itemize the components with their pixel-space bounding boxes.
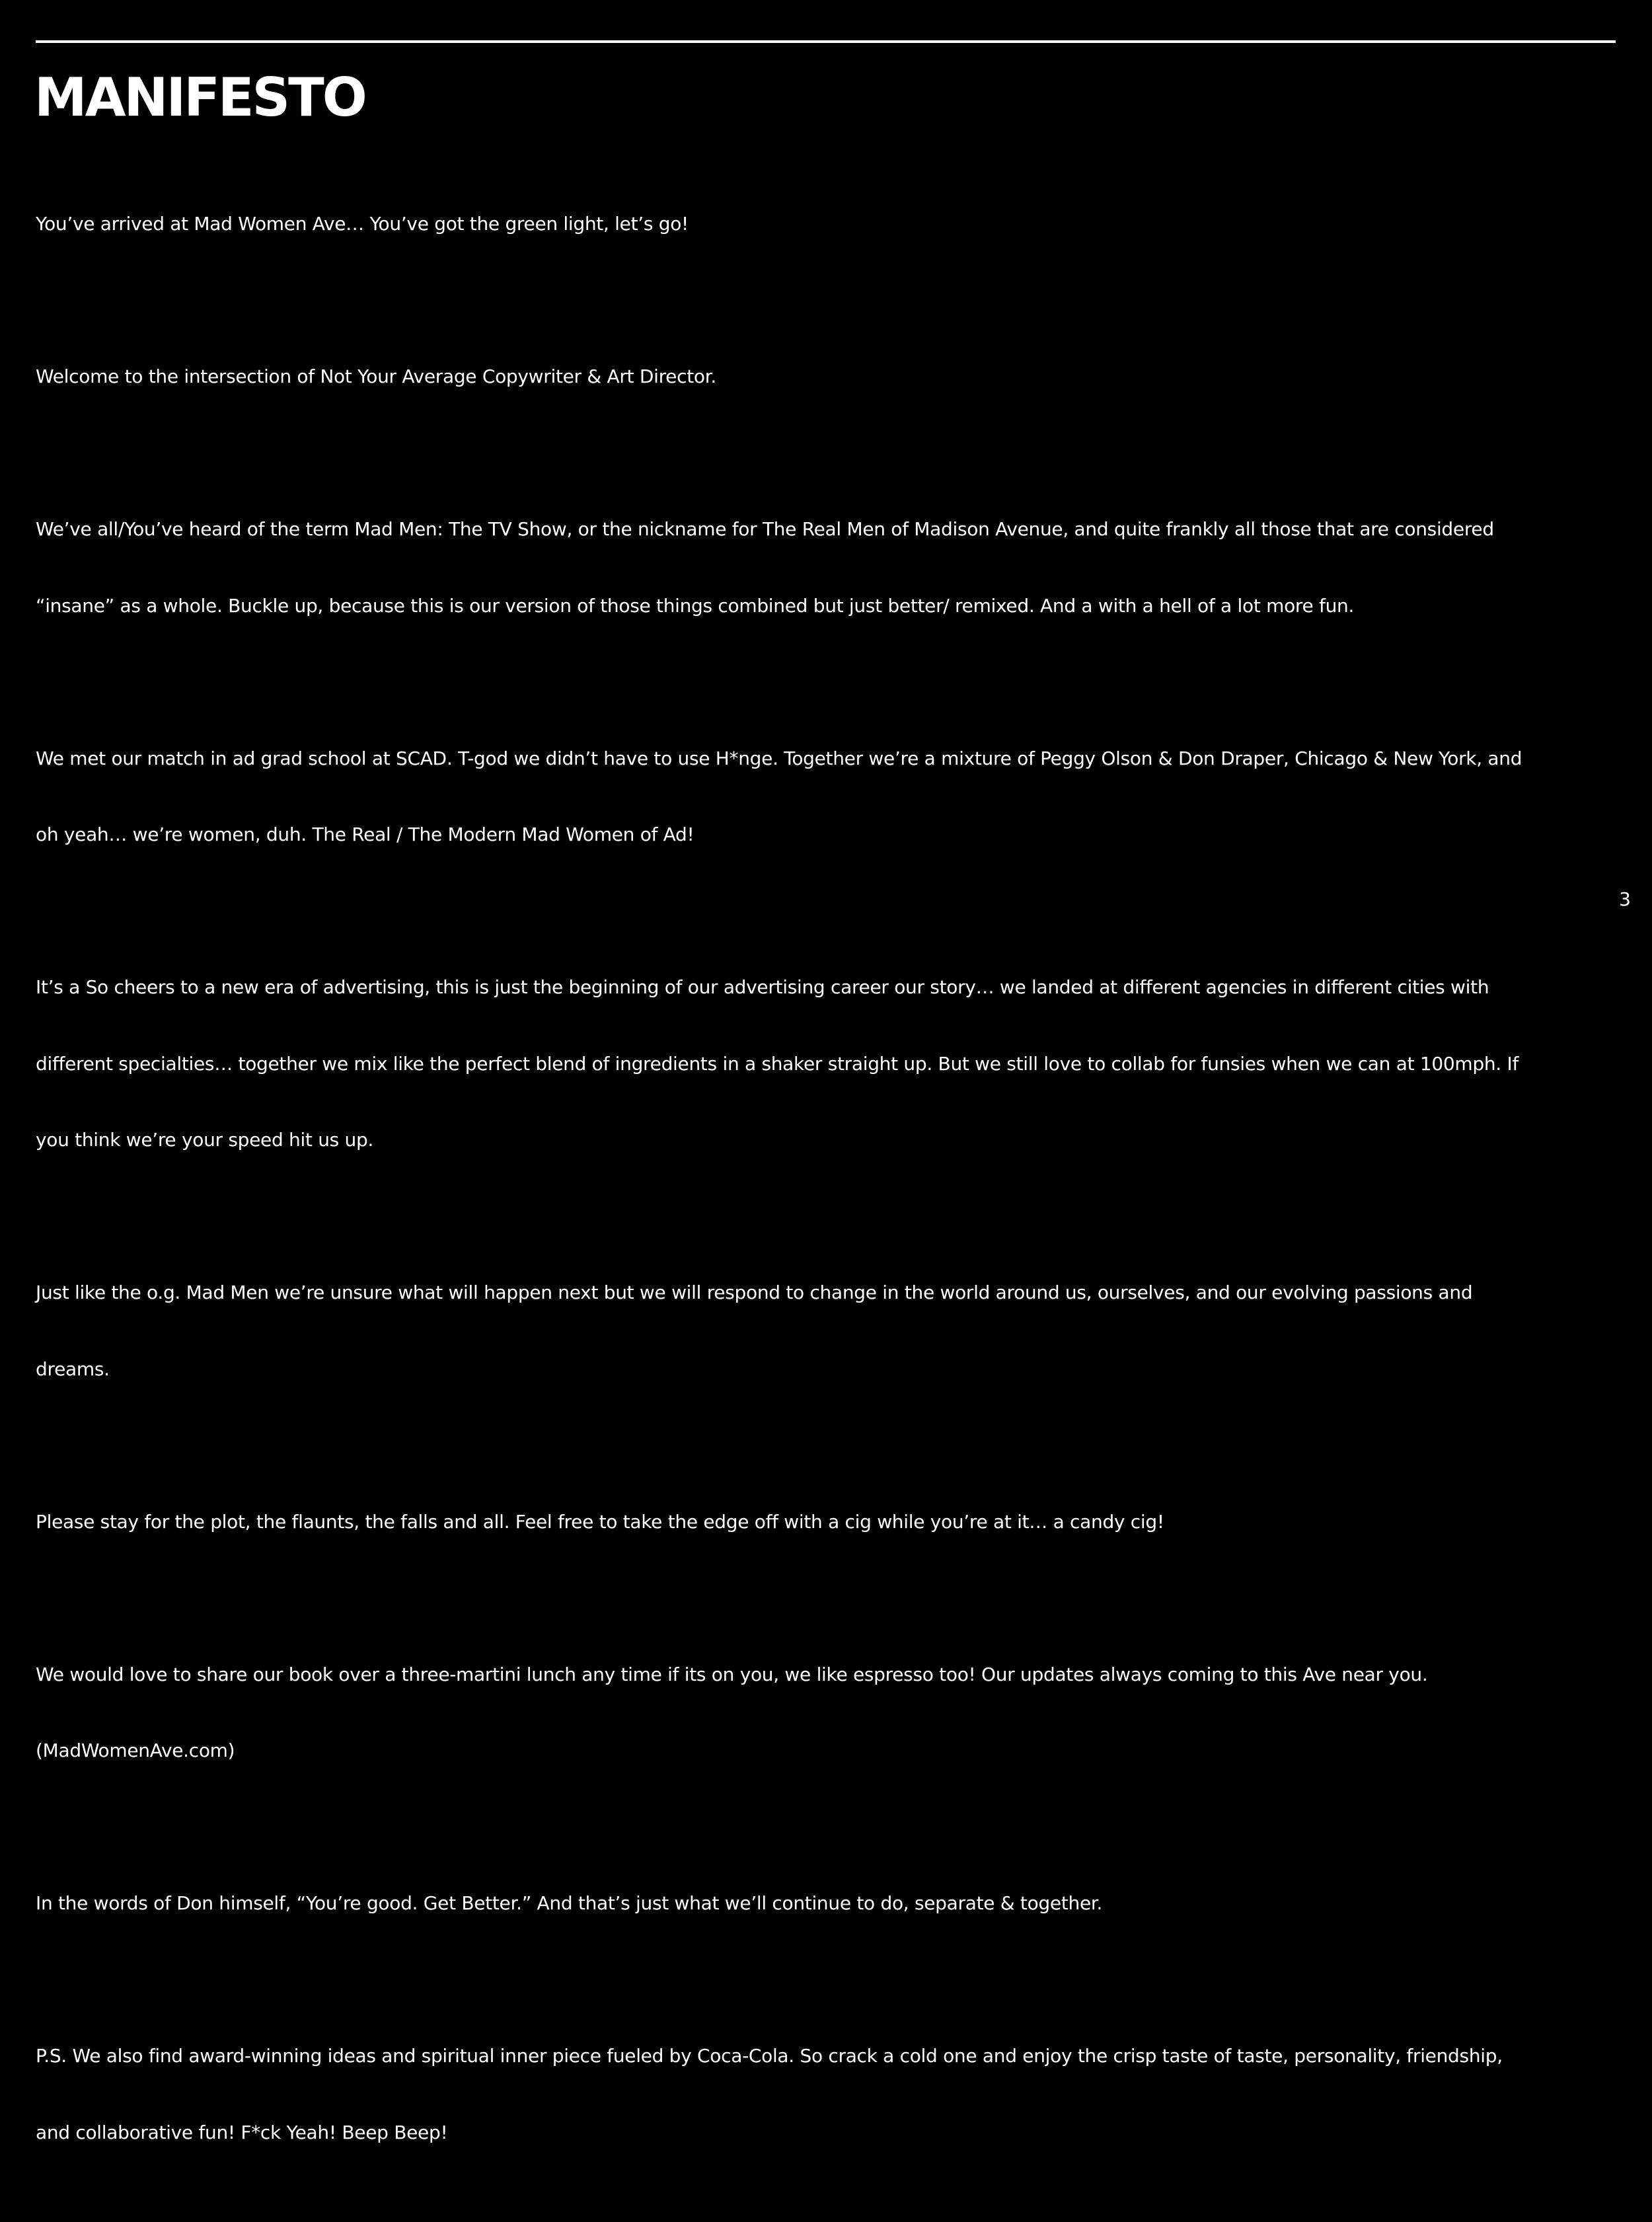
paragraph-line: In the words of Don himself, “You’re good. Get Better.” And that’s just what we’ll continue to do, separate & together. [36,1892,1103,1914]
paragraph-line: We met our match in ad grad school at SCAD. T-god we didn’t have to use H*nge. Together we’re a mixture of Peggy Olson & Don Draper, Chicago & New York, and [36,747,1522,769]
paragraph-line: We’ve all/You’ve heard of the term Mad Men: The TV Show, or the nickname for The Real Men of Madison Avenue, and quite frankly all those that are considered [36,518,1494,540]
paragraph-line: We would love to share our book over a three-martini lunch any time if its on you, we like espresso too! Our updates always coming to this Ave near you. [36,1663,1428,1685]
paragraph-welcome [36,313,1556,441]
paragraph-og-mad-men [36,1229,1556,1433]
manifesto-body [36,161,1556,2222]
paragraph-scad [36,695,1556,899]
paragraph-ps [36,1993,1556,2196]
paragraph-line: and collaborative fun! F*ck Yeah! Beep Beep! [36,2121,448,2143]
paragraph-line: Please stay for the plot, the flaunts, the falls and all. Feel free to take the edge off with a cig while you’re at it… a candy cig! [36,1510,1164,1533]
paragraph-line: P.S. We also find award-winning ideas and spiritual inner piece fueled by Coca-Cola. So crack a cold one and enjoy the crisp taste of taste, personality, friendship, [36,2045,1503,2067]
paragraph-line: It’s a So cheers to a new era of advertising, this is just the beginning of our advertising career our story… we landed at different agencies in different cities with [36,976,1489,998]
page-title: MANIFESTO [34,67,365,128]
paragraph-new-era [36,924,1556,1204]
paragraph-line: dreams. [36,1358,110,1380]
paragraph-arrival [36,161,1556,288]
paragraph-line: you think we’re your speed hit us up. [36,1129,374,1151]
paragraph-line: oh yeah… we’re women, duh. The Real / The Modern Mad Women of Ad! [36,824,695,845]
paragraph-don-quote [36,1840,1556,1968]
paragraph-line: You’ve arrived at Mad Women Ave… You’ve got the green light, let’s go! [36,213,689,235]
paragraph-line: (MadWomenAve.com) [36,1740,235,1761]
top-divider-line [36,40,1616,43]
paragraph-line: Welcome to the intersection of Not Your Average Copywriter & Art Director. [36,365,716,387]
paragraph-mad-men [36,466,1556,670]
page-number: 3 [1619,888,1631,910]
paragraph-stay [36,1459,1556,1586]
paragraph-line: Just like the o.g. Mad Men we’re unsure what will happen next but we will respond to change in the world around us, ourselves, and our evolving passions and [36,1282,1473,1303]
paragraph-line: “insane” as a whole. Buckle up, because this is our version of those things combined but just better/ remixed. And a with a hell of a lot more fun. [36,594,1355,617]
paragraph-line: different specialties… together we mix like the perfect blend of ingredients in a shaker straight up. But we still love to collab for funsies when we can at 100mph. If [36,1052,1519,1075]
paragraph-three-martini [36,1611,1556,1815]
